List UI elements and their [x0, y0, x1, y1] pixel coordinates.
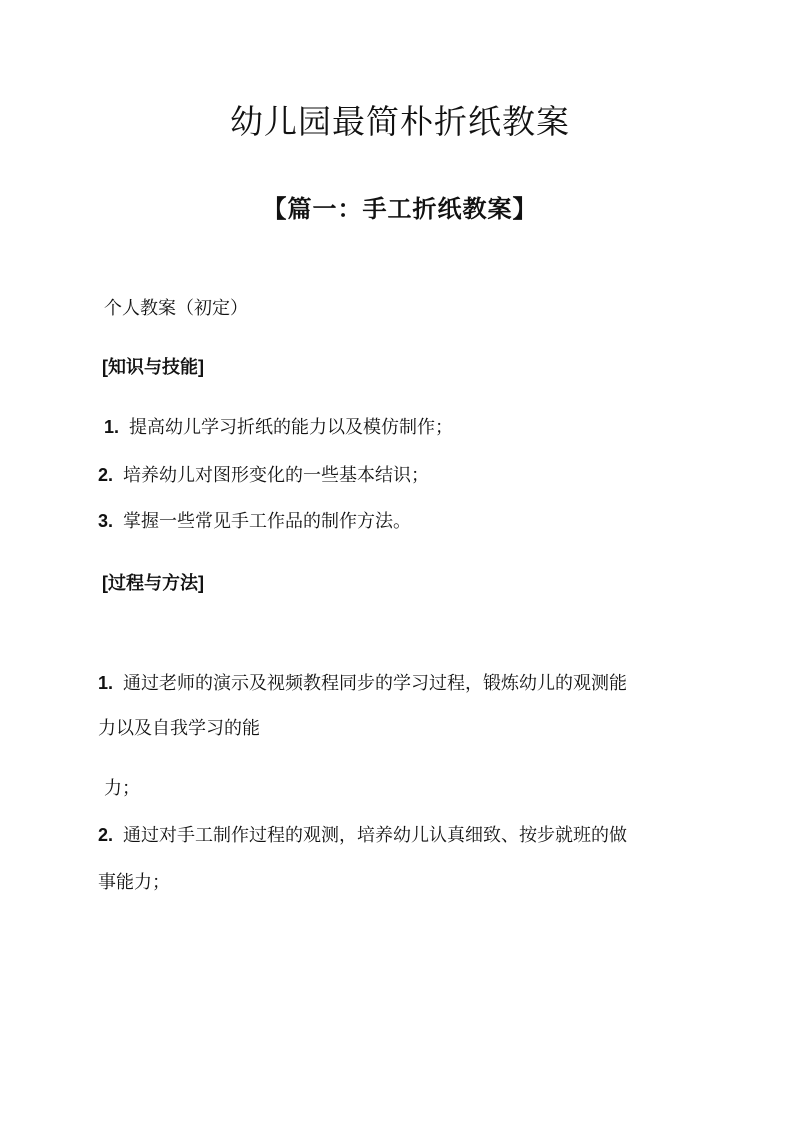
list-item [98, 508, 411, 535]
bracket-open: [ [102, 573, 108, 593]
list-item-text: 通过对手工制作过程的观测，培养幼儿认真细致、按步就班的做 [123, 825, 628, 846]
bracket-close: ] [198, 357, 204, 377]
list-item-text: 掌握一些常见手工作品的制作方法。 [123, 511, 412, 532]
bracket-close: ] [198, 573, 204, 593]
list-item-text: 培养幼儿对图形变化的一些基本结识； [123, 465, 430, 486]
list-item-number: 2. [98, 825, 114, 845]
heading-text: 知识与技能 [108, 357, 198, 378]
bracket-open: [ [102, 357, 108, 377]
list-item [98, 670, 627, 697]
list-item-number: 1. [98, 673, 114, 693]
section-subtitle: 【篇一：手工折纸教案】 [262, 195, 538, 223]
document-title: 幼儿园最简朴折纸教案 [230, 102, 570, 141]
list-item-number: 2. [98, 465, 114, 485]
list-item-number: 1. [104, 417, 120, 437]
section-heading-knowledge [102, 354, 204, 381]
list-item [98, 462, 429, 489]
heading-text: 过程与方法 [108, 573, 198, 594]
list-item-continuation: 事能力； [98, 872, 170, 893]
list-item-continuation: 力； [104, 778, 140, 799]
list-item-text: 通过老师的演示及视频教程同步的学习过程，锻炼幼儿的观测能 [123, 673, 628, 694]
list-item [104, 414, 453, 441]
intro-text: 个人教案（初定） [104, 298, 248, 319]
list-item [98, 822, 627, 849]
section-heading-process [102, 570, 204, 597]
list-item-continuation: 力以及自我学习的能 [98, 718, 260, 739]
list-item-number: 3. [98, 511, 114, 531]
list-item-text: 提高幼儿学习折纸的能力以及模仿制作； [129, 417, 454, 438]
